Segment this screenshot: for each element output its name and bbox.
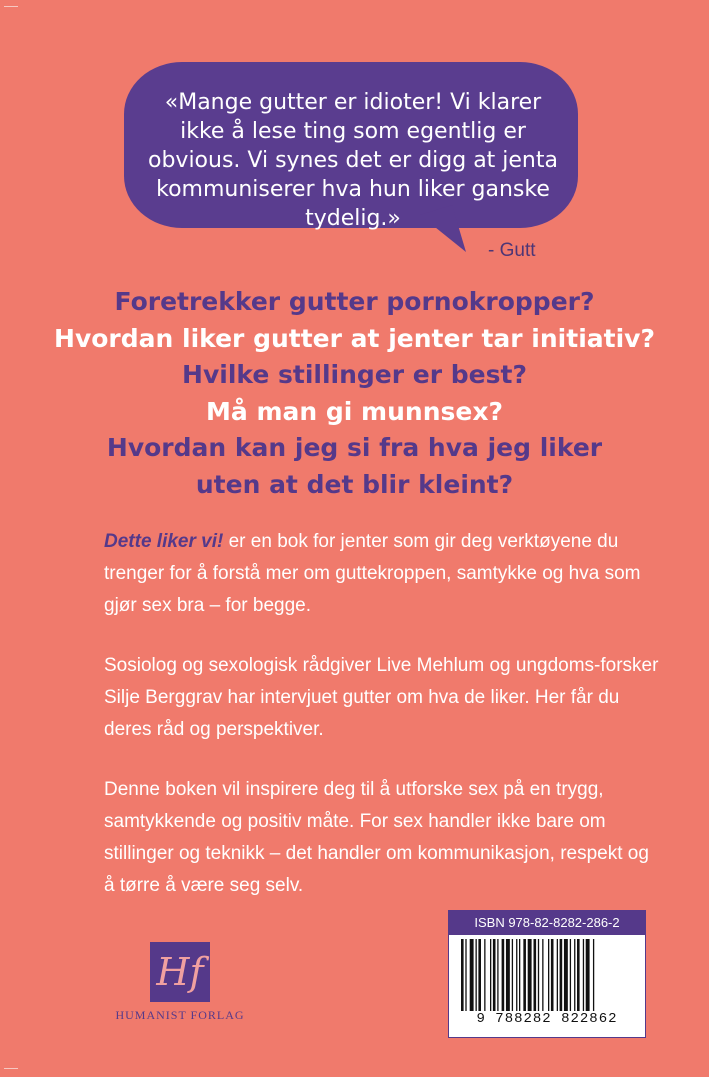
paragraph-purpose: Denne boken vil inspirere deg til å utforske sex på en trygg, samtykkende og positiv måte. For sex handler ikke bare om stillinger og teknikk – det handler om kommunikasjon, respekt og å tørre å være seg selv. — [104, 779, 649, 896]
crop-mark-top — [4, 6, 18, 7]
question-4: Må man gi munnsex? — [206, 396, 503, 426]
paragraph-intro — [104, 526, 664, 622]
barcode-block — [448, 910, 646, 1038]
question-3: Hvilke stillinger er best? — [182, 360, 527, 389]
crop-mark-bottom — [4, 1068, 18, 1069]
paragraph-intro-text: er en bok for jenter som gir deg verktøyene du trenger for å forstå mer om guttekroppen, samtykke og hva som gjør sex bra – for begge. — [104, 531, 641, 616]
publisher-logo-icon: Hf — [156, 950, 204, 994]
question-5: Hvordan kan jeg si fra hva jeg liker — [106, 433, 603, 462]
isbn-label: ISBN 978-82-8282-286-2 — [449, 911, 645, 935]
publisher-name: HUMANIST FORLAG — [115, 1008, 245, 1022]
question-2: Hvordan liker gutter at jenter tar initiativ? — [54, 323, 655, 353]
quote-text: «Mange gutter er idioter! Vi klarer ikke å lese ting som egentlig er obvious. Vi synes det er digg at jenta kommuniserer hva hun liker ganske tydelig.» — [148, 90, 558, 231]
paragraph-authors: Sosiolog og sexologisk rådgiver Live Mehlum og ungdoms-forsker Silje Berggrav har intervjuet gutter om hva de liker. Her får du deres råd og perspektiver. — [104, 655, 659, 740]
question-6: uten at det blir kleint? — [195, 469, 514, 499]
quote-attribution: - Gutt — [488, 240, 536, 261]
barcode-icon — [457, 939, 637, 1011]
barcode-digits: 9 788282 822862 — [476, 1011, 618, 1027]
question-1: Foretrekker gutter pornokropper? — [114, 287, 595, 316]
questions-block — [20, 284, 689, 503]
book-title-inline: Dette liker vi! — [104, 531, 224, 552]
